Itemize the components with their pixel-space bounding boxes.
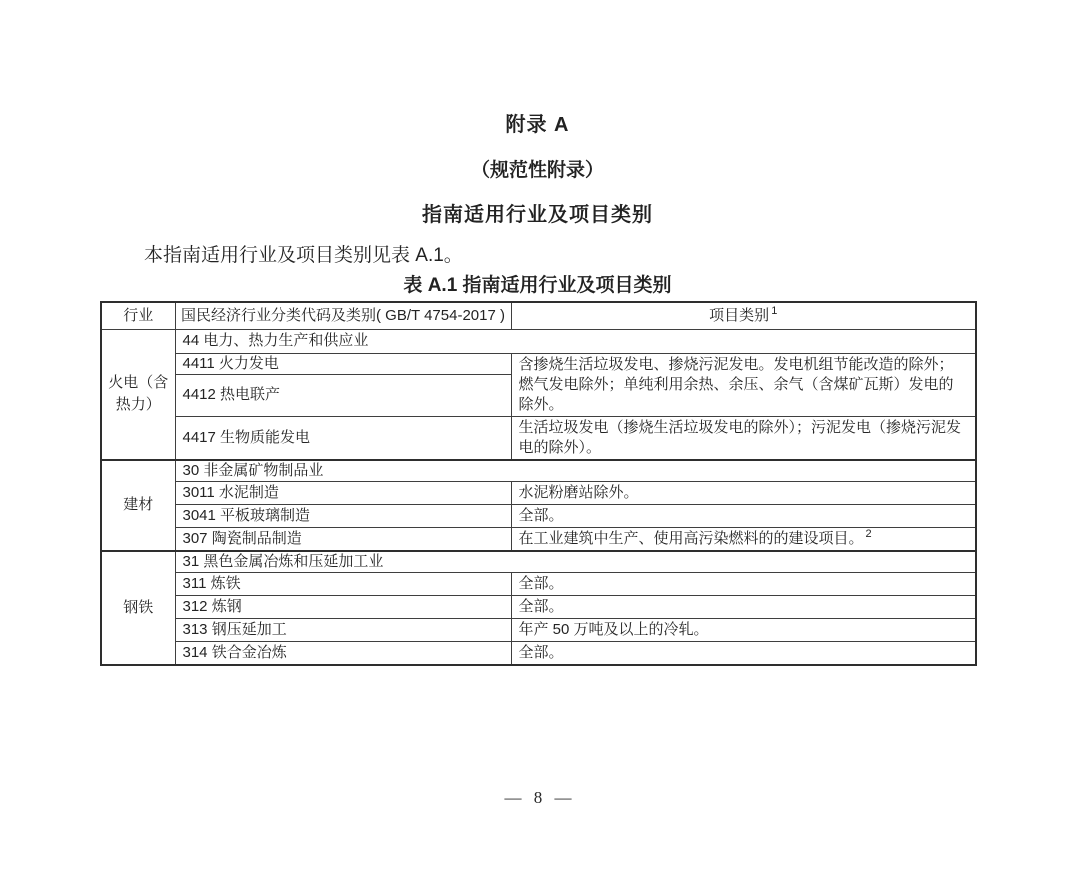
page-number: — 8 — [504,788,576,807]
code-cell: 4417 生物质能发电 [175,416,511,460]
table-row [101,596,976,619]
table-row [101,551,976,573]
document-page [0,112,1080,876]
table-row [101,619,976,642]
header-classification-code: 国民经济行业分类代码及类别( GB/T 4754-2017 ) [175,302,511,329]
category-cell: 全部。 [511,596,976,619]
industry-cell-thermal-power: 火电（含热力） [101,329,175,460]
category-text: 在工业建筑中生产、使用高污染燃料的的建设项目。 [518,529,864,547]
category-cell: 全部。 [511,504,976,527]
category-cell: 生活垃圾发电（掺烧生活垃圾发电的除外）；污泥发电（掺烧污泥发电的除外）。 [511,416,976,460]
category-cell: 全部。 [511,642,976,666]
code-cell: 3041 平板玻璃制造 [175,504,511,527]
code-cell: 313 钢压延加工 [175,619,511,642]
header-project-category-text: 项目类别 [709,306,770,324]
code-cell: 312 炼钢 [175,596,511,619]
code-cell: 31 黑色金属冶炼和压延加工业 [175,551,976,573]
code-cell: 314 铁合金冶炼 [175,642,511,666]
appendix-heading: 指南适用行业及项目类别 [422,204,653,226]
table-caption: 表 A.1 指南适用行业及项目类别 [403,275,672,296]
category-cell [511,527,976,551]
code-cell: 30 非金属矿物制品业 [175,460,976,482]
page-content [100,112,975,666]
category-cell: 全部。 [511,573,976,596]
category-cell: 年产 50 万吨及以上的冷轧。 [511,619,976,642]
appendix-subtitle: （规范性附录） [470,160,604,181]
table-row [101,481,976,504]
appendix-title: 附录 A [505,114,570,136]
table-row [101,416,976,460]
code-cell: 307 陶瓷制品制造 [175,527,511,551]
header-project-category [511,302,976,329]
footnote-ref-1: 1 [771,304,778,317]
industry-category-table [100,301,977,666]
category-cell: 水泥粉磨站除外。 [511,481,976,504]
code-cell: 311 炼铁 [175,573,511,596]
intro-paragraph: 本指南适用行业及项目类别见表 A.1。 [144,245,463,266]
header-industry: 行业 [101,302,175,329]
footnote-ref-2: 2 [865,527,872,540]
table-row [101,527,976,551]
table-header-row [101,302,976,329]
code-cell: 3011 水泥制造 [175,481,511,504]
table-row [101,573,976,596]
table-row [101,504,976,527]
code-cell: 44 电力、热力生产和供应业 [175,329,976,353]
industry-cell-steel: 钢铁 [101,551,175,666]
code-cell: 4411 火力发电 [175,353,511,374]
table-row [101,329,976,353]
table-row [101,353,976,374]
table-row [101,642,976,666]
table-row [101,460,976,482]
industry-cell-building-materials: 建材 [101,460,175,551]
category-cell: 含掺烧生活垃圾发电、掺烧污泥发电。发电机组节能改造的除外；燃气发电除外；单纯利用余热、余压、余气（含煤矿瓦斯）发电的除外。 [511,353,976,416]
code-cell: 4412 热电联产 [175,374,511,416]
